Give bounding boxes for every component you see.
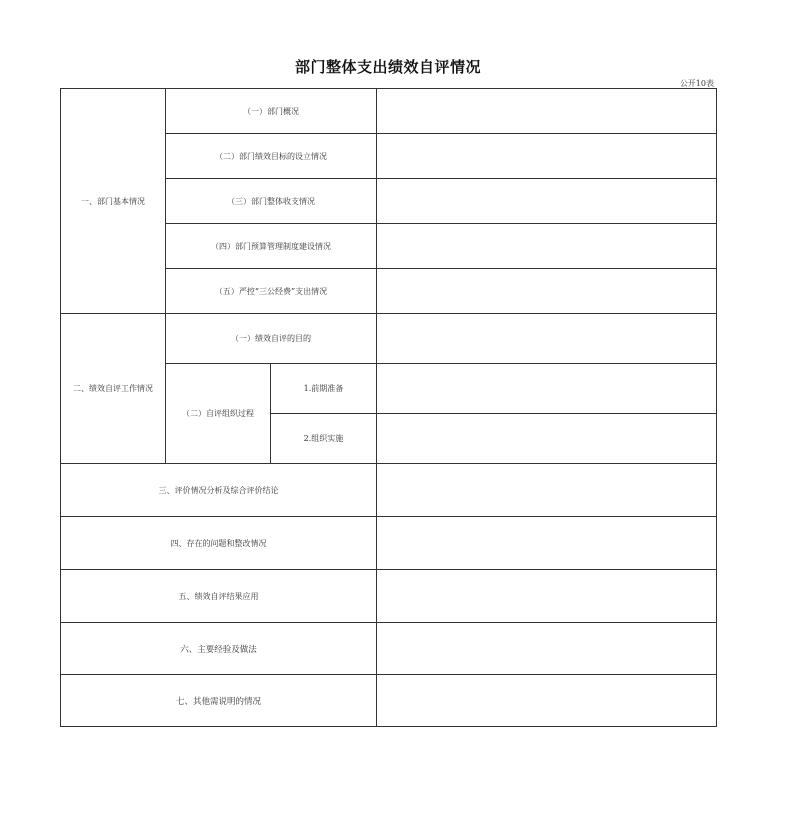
section1-item: （三）部门整体收支情况 <box>166 179 377 224</box>
section-row: 六、主要经验及做法 <box>61 623 377 675</box>
content-cell[interactable] <box>377 364 717 414</box>
content-cell[interactable] <box>377 570 717 623</box>
content-cell[interactable] <box>377 623 717 675</box>
content-cell[interactable] <box>377 517 717 570</box>
self-evaluation-table <box>60 88 717 727</box>
content-cell[interactable] <box>377 464 717 517</box>
section2-process: （二）自评组织过程 <box>166 364 271 464</box>
section2-label: 二、绩效自评工作情况 <box>61 314 166 464</box>
content-cell[interactable] <box>377 134 717 179</box>
section-row: 四、存在的问题和整改情况 <box>61 517 377 570</box>
section1-label: 一、部门基本情况 <box>61 89 166 314</box>
section2-step: 2.组织实施 <box>271 414 377 464</box>
content-cell[interactable] <box>377 675 717 727</box>
section-row: 七、其他需说明的情况 <box>61 675 377 727</box>
content-cell[interactable] <box>377 269 717 314</box>
section-row: 五、绩效自评结果应用 <box>61 570 377 623</box>
section1-item: （四）部门预算管理制度建设情况 <box>166 224 377 269</box>
content-cell[interactable] <box>377 89 717 134</box>
content-cell[interactable] <box>377 414 717 464</box>
content-cell[interactable] <box>377 314 717 364</box>
content-cell[interactable] <box>377 179 717 224</box>
section1-item: （一）部门概况 <box>166 89 377 134</box>
section2-purpose: （一）绩效自评的目的 <box>166 314 377 364</box>
table-number: 公开10表 <box>679 79 714 88</box>
content-cell[interactable] <box>377 224 717 269</box>
section1-item: （五）严控“三公经费”支出情况 <box>166 269 377 314</box>
page-title: 部门整体支出绩效自评情况 <box>294 58 481 76</box>
section-row: 三、评价情况分析及综合评价结论 <box>61 464 377 517</box>
section1-item: （二）部门绩效目标的设立情况 <box>166 134 377 179</box>
section2-step: 1.前期准备 <box>271 364 377 414</box>
